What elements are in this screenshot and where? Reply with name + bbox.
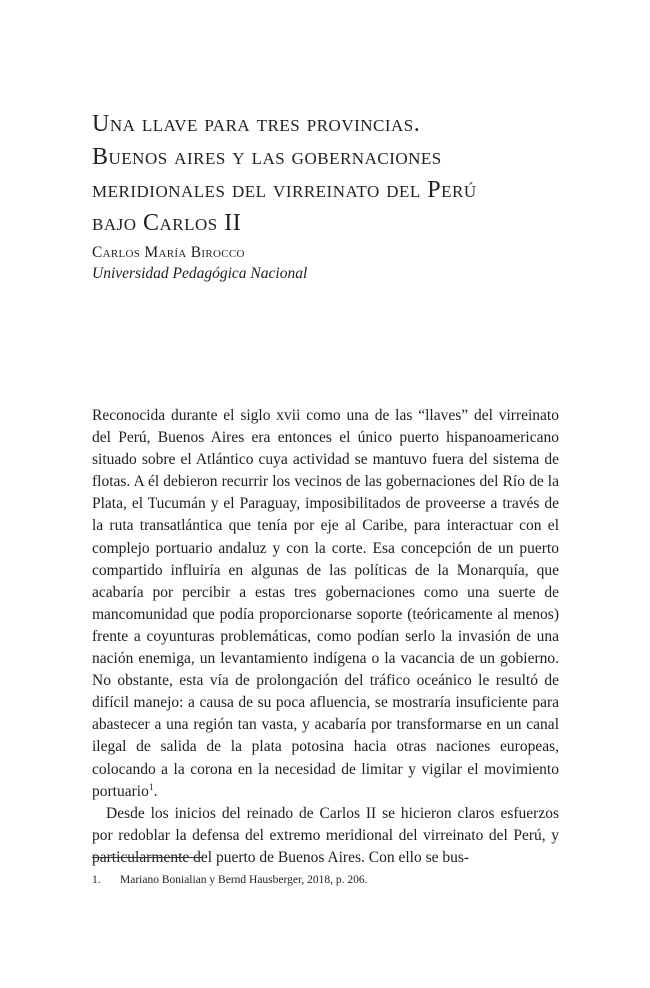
footnote (92, 873, 368, 888)
footnote-reference[interactable]: 1 (148, 782, 154, 793)
chapter-title-line-3: meridionales del virreinato del Perú (92, 177, 477, 203)
body-text (92, 405, 559, 869)
chapter-title-line-4: bajo Carlos II (92, 210, 242, 236)
author-name: Carlos María Birocco (92, 244, 245, 261)
paragraph-1 (92, 405, 559, 803)
chapter-title-line-1: Una llave para tres provincias. (92, 111, 421, 137)
paragraph-1-text: Reconocida durante el siglo xvii como una de las “llaves” del virreinato del Perú, Buenos Aires era entonces el único puerto hispanoamericano situado sobre el Atlántico cuya actividad se mantuvo fuera del sistema de flotas. A él debieron recurrir los vecinos de las gobernaciones del Río de la Plata, el Tucumán y el Paraguay, imposibilitados de proveerse a través de la ruta transatlántica que tenía por eje al Caribe, para interactuar con el complejo portuario andaluz y con la corte. Esa concepción de un puerto compartido influiría en algunas de las políticas de la Monarquía, que acabaría por percibir a estas tres gobernaciones como una suerte de mancomunidad que podía proporcionarse soporte (teóricamente al menos) frente a coyunturas problemáticas, como podían serlo la invasión de una nación enemiga, un levantamiento indígena o la vacancia de un gobierno. No obstante, esta vía de prolongación del tráfico oceánico le resultó de difícil manejo: a causa de su poca afluencia, se mostraría insuficiente para abastecer a una región tan vasta, y acabaría por transformarse en un canal ilegal de salida de la plata potosina hacia otras naciones europeas, colocando a la corona en la necesidad de limitar y vigilar el movimiento portuario (92, 407, 559, 800)
footnote-number: 1. (92, 874, 101, 886)
footnote-text: Mariano Bonialian y Bernd Hausberger, 2018, p. 206. (120, 874, 368, 886)
book-page (92, 0, 559, 988)
chapter-title-line-2: Buenos aires y las gobernaciones (92, 144, 442, 170)
footnote-separator (92, 857, 202, 858)
paragraph-1-end: . (153, 782, 158, 800)
paragraph-2: Desde los inicios del reinado de Carlos II se hicieron claros esfuerzos por redoblar la defensa del extremo meridional del virreinato del Perú, y particularmente del puerto de Buenos Aires. Con ello se bus- (92, 804, 559, 866)
chapter-title (92, 108, 562, 240)
author-affiliation: Universidad Pedagógica Nacional (92, 265, 308, 282)
